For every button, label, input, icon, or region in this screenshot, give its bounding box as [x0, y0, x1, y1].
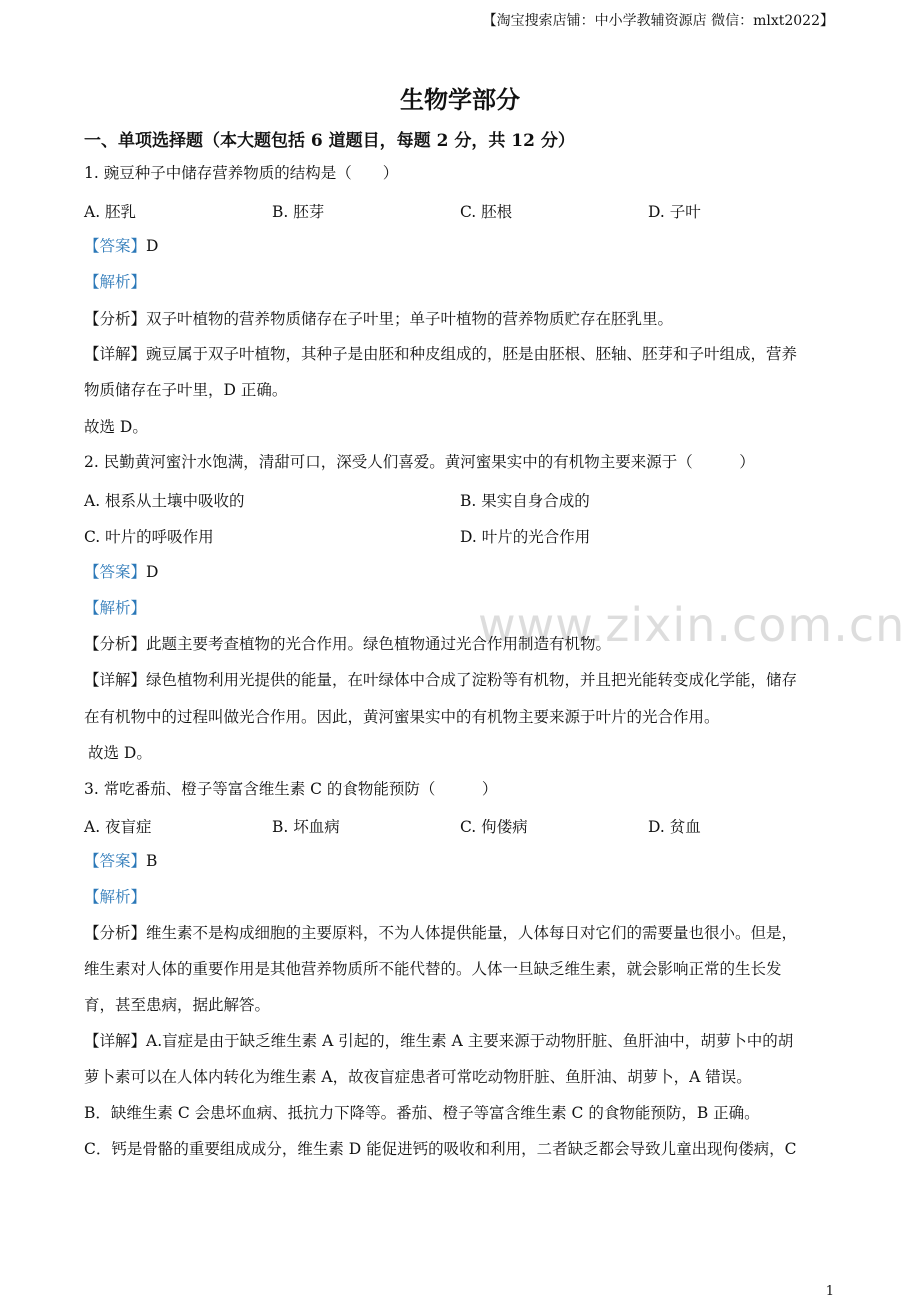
q1-xiangjie-1: 【详解】豌豆属于双子叶植物，其种子是由胚和种皮组成的，胚是由胚根、胚轴、胚芽和子叶组成，营养 — [84, 345, 798, 363]
q3-analysis-label: 【解析】 — [84, 888, 147, 906]
answer-label: 【答案】 — [84, 563, 147, 581]
q2-option-c: C. 叶片的呼吸作用 — [84, 528, 214, 546]
q3-option-d: D. 贫血 — [648, 818, 701, 836]
q1-xiangjie-2: 物质储存在子叶里，D 正确。 — [84, 381, 288, 399]
q3-option-c: C. 佝偻病 — [460, 818, 528, 836]
section-heading: 一、单项选择题（本大题包括 6 道题目，每题 2 分，共 12 分） — [84, 131, 575, 151]
q2-xiangjie-1: 【详解】绿色植物利用光提供的能量，在叶绿体中合成了淀粉等有机物，并且把光能转变成化学能，储存 — [84, 671, 798, 689]
q3-xiangjie-2: 萝卜素可以在人体内转化为维生素 A，故夜盲症患者可常吃动物肝脏、鱼肝油、胡萝卜，A 错误。 — [84, 1068, 752, 1086]
q1-option-d: D. 子叶 — [648, 203, 701, 221]
q2-option-b: B. 果实自身合成的 — [460, 492, 590, 510]
answer-label: 【答案】 — [84, 237, 147, 255]
q2-option-d: D. 叶片的光合作用 — [460, 528, 591, 546]
page-number: 1 — [825, 1284, 834, 1299]
q1-conclusion: 故选 D。 — [84, 418, 148, 436]
q2-analysis-label: 【解析】 — [84, 599, 147, 617]
q3-option-a: A. 夜盲症 — [84, 818, 152, 836]
q2-option-a: A. 根系从土壤中吸收的 — [84, 492, 245, 510]
q1-option-c: C. 胚根 — [460, 203, 513, 221]
q3-fenxi-1: 【分析】维生素不是构成细胞的主要原料，不为人体提供能量，人体每日对它们的需要量也很小。但是， — [84, 924, 798, 942]
q1-fenxi: 【分析】双子叶植物的营养物质储存在子叶里；单子叶植物的营养物质贮存在胚乳里。 — [84, 310, 674, 328]
q1-analysis-label: 【解析】 — [84, 273, 147, 291]
q3-line-b: B．缺维生素 C 会患坏血病、抵抗力下降等。番茄、橙子等富含维生素 C 的食物能预防，B 正确。 — [84, 1104, 760, 1122]
q3-xiangjie-1: 【详解】A.盲症是由于缺乏维生素 A 引起的，维生素 A 主要来源于动物肝脏、鱼肝油中，胡萝卜中的胡 — [84, 1032, 794, 1050]
q1-option-a: A. 胚乳 — [84, 203, 137, 221]
q3-option-b: B. 坏血病 — [272, 818, 340, 836]
q3-fenxi-2: 维生素对人体的重要作用是其他营养物质所不能代替的。人体一旦缺乏维生素，就会影响正常的生长发 — [84, 960, 782, 978]
answer-label: 【答案】 — [84, 852, 147, 870]
q2-fenxi: 【分析】此题主要考查植物的光合作用。绿色植物通过光合作用制造有机物。 — [84, 635, 612, 653]
watermark: www.zixin.com.cn — [478, 598, 906, 652]
q3-fenxi-3: 育，甚至患病，据此解答。 — [84, 996, 271, 1014]
page-title: 生物学部分 — [400, 86, 520, 114]
q2-xiangjie-2: 在有机物中的过程叫做光合作用。因此，黄河蜜果实中的有机物主要来源于叶片的光合作用。 — [84, 708, 720, 726]
q1-option-b: B. 胚芽 — [272, 203, 325, 221]
q3-answer: 【答案】B — [84, 852, 158, 870]
q2-answer: 【答案】D — [84, 563, 159, 581]
q3-line-c: C．钙是骨骼的重要组成成分，维生素 D 能促进钙的吸收和利用，二者缺乏都会导致儿童出现佝偻病，C — [84, 1140, 797, 1158]
q1-stem: 1. 豌豆种子中储存营养物质的结构是（ ） — [84, 164, 399, 182]
q2-stem: 2. 民勤黄河蜜汁水饱满，清甜可口，深受人们喜爱。黄河蜜果实中的有机物主要来源于（ ） — [84, 453, 755, 471]
header-note: 【淘宝搜索店铺：中小学教辅资源店 微信：mlxt2022】 — [482, 13, 834, 29]
q1-answer: 【答案】D — [84, 237, 159, 255]
q2-conclusion: 故选 D。 — [88, 744, 152, 762]
q3-stem: 3. 常吃番茄、橙子等富含维生素 C 的食物能预防（ ） — [84, 780, 498, 798]
